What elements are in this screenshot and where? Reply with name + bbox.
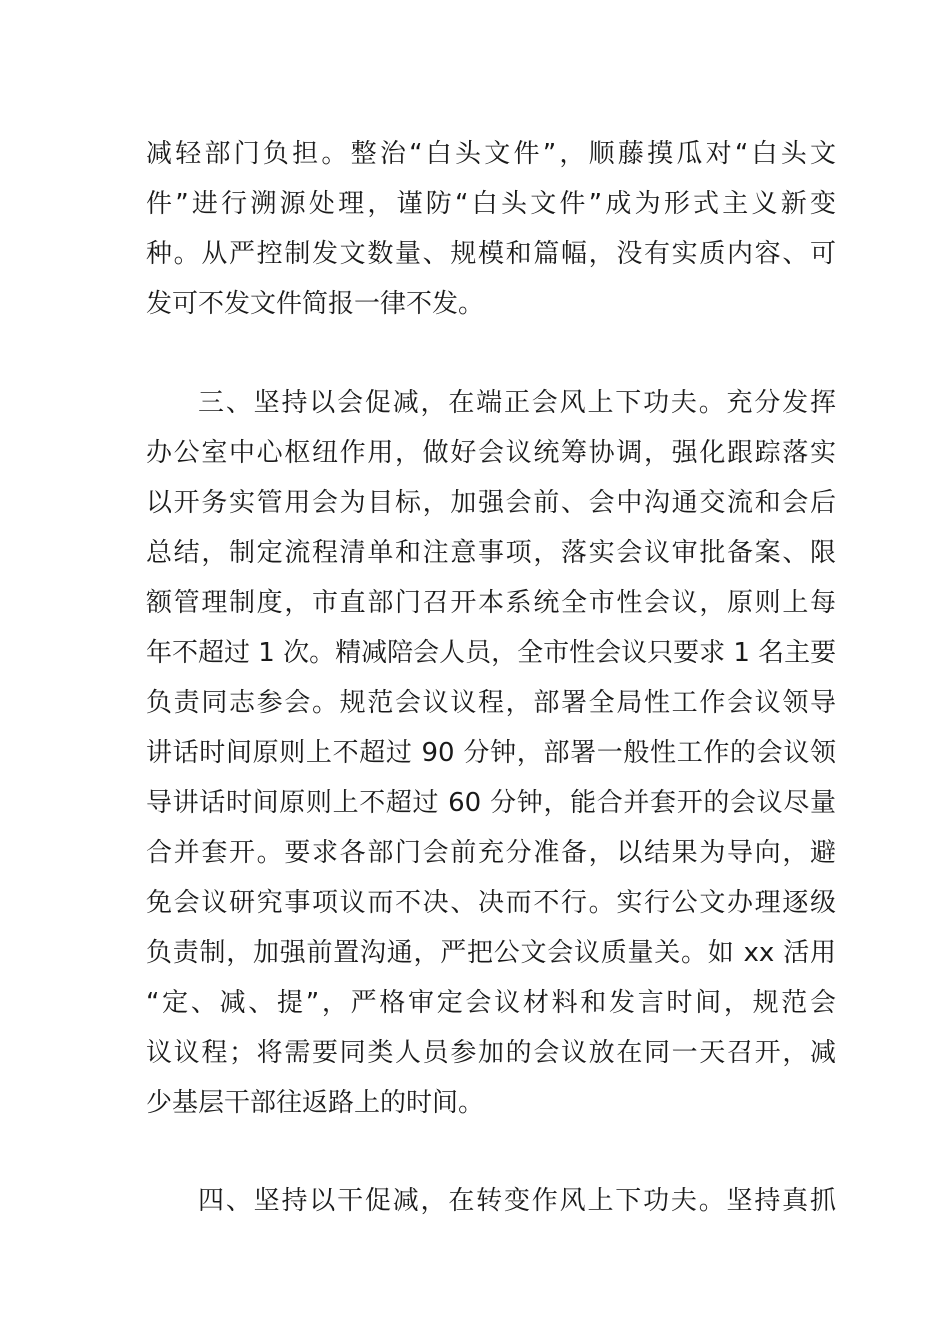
text-line: 合并套开。要求各部门会前充分准备，以结果为导向，避 [146,838,836,868]
text-line: 负责制，加强前置沟通，严把公文会议质量关。如 xx 活用 [146,938,836,968]
text-line: 办公室中心枢纽作用，做好会议统筹协调，强化跟踪落实 [146,438,836,468]
text-line: 减轻部门负担。整治“白头文件”，顺藤摸瓜对“白头文 [146,139,836,169]
paragraph-heading-line: 四、坚持以干促减，在转变作风上下功夫。坚持真抓 [198,1186,836,1216]
text-line: 件”进行溯源处理，谨防“白头文件”成为形式主义新变 [146,189,836,219]
text-line: 总结，制定流程清单和注意事项，落实会议审批备案、限 [146,538,836,568]
text-line: 发可不发文件简报一律不发。 [146,289,485,319]
text-line: 以开务实管用会为目标，加强会前、会中沟通交流和会后 [146,488,836,518]
text-line: 讲话时间原则上不超过 90 分钟，部署一般性工作的会议领 [146,738,836,768]
text-line: 免会议研究事项议而不决、决而不行。实行公文办理逐级 [146,888,836,918]
text-line: “定、减、提”，严格审定会议材料和发言时间，规范会 [146,988,836,1018]
text-line: 少基层干部往返路上的时间。 [146,1088,485,1118]
text-line: 议议程；将需要同类人员参加的会议放在同一天召开，减 [146,1038,836,1068]
paragraph-heading-line: 三、坚持以会促减，在端正会风上下功夫。充分发挥 [198,388,836,418]
text-line: 额管理制度，市直部门召开本系统全市性会议，原则上每 [146,588,836,618]
text-line: 导讲话时间原则上不超过 60 分钟，能合并套开的会议尽量 [146,788,836,818]
text-line: 年不超过 1 次。精减陪会人员，全市性会议只要求 1 名主要 [146,638,837,668]
text-line: 种。从严控制发文数量、规模和篇幅，没有实质内容、可 [146,239,836,269]
text-line: 负责同志参会。规范会议议程，部署全局性工作会议领导 [146,688,836,718]
